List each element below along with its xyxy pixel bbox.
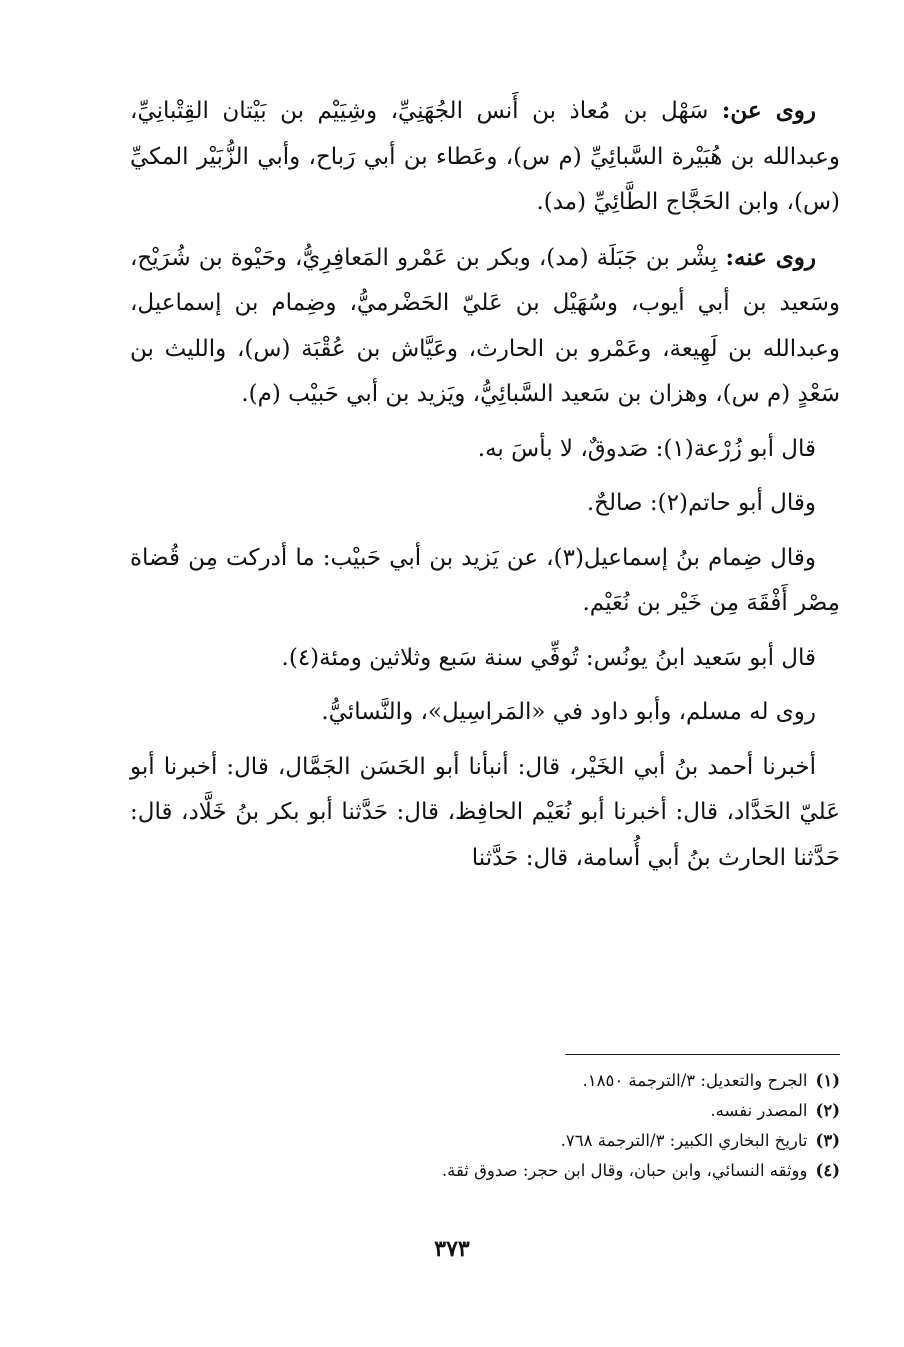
footnote-number: (٤) [815,1161,840,1180]
footnote-text: المصدر نفسه. [710,1101,808,1120]
footnote-1 [300,1066,840,1096]
footnote-2 [300,1096,840,1126]
footnote-number: (١) [815,1071,840,1090]
paragraph-narrated-from [130,88,840,226]
footnote-number: (٢) [815,1101,840,1120]
paragraph-abu-zura: قال أبو زُرْعة(١): صَدوقٌ، لا بأسَ به. [477,435,816,462]
footnote-text: ووثقه النسائي، وابن حبان، وقال ابن حجر: صدوق ثقة. [441,1161,808,1180]
paragraph-isnad: أخبرنا أحمد بنُ أبي الخَيْر، قال: أنبأنا أبو الحَسَن الجَمَّال، قال: أخبرنا أبو عَليّ الحَدَّاد، قال: أخبرنا أبو نُعَيْم الحافِظ، قال: حَدَّثنا أبو بكر بنُ خَلَّاد، قال: حَدَّثنا الحارث بنُ أبي أُسامة، قال: حَدَّثنا [130,753,840,871]
narrated-by-text: بِشْر بن جَبَلَة (مد)، وبكر بن عَمْرو المَعافِرِيُّ، وحَيْوة بن شُرَيْح، وسَعيد بن أبي أيوب، وسُهَيْل بن عَليّ الحَضْرميُّ، وضِمام بن إسماعيل، وعبدالله بن لَهِيعة، وعَمْرو بن الحارث، وعَيَّاش بن عُقْبَة (س)، والليث بن سَعْدٍ (م س)، وهزان بن سَعيد السَّبائِيُّ، ويَزيد بن أبي حَبيْب (م). [130,244,840,407]
narrated-from-heading: روى عن: [721,97,816,124]
narrated-from-text: سَهْل بن مُعاذ بن أَنس الجُهَنِيِّ، وشِيَيْم بن بَيْتان القِتْبانِيِّ، وعبدالله بن هُبَيْرة السَّبائِيِّ (م س)، وعَطاء بن أبي رَباح، وأبي الزُّبَيْر المكيِّ (س)، وابن الحَجَّاج الطَّائِيِّ (مد). [130,98,840,215]
main-text [130,88,840,890]
paragraph-ibn-yunus: قال أبو سَعيد ابنُ يونُس: تُوفِّي سنة سَبع وثلاثين ومئة(٤). [281,644,816,671]
narrated-by-heading: روى عنه: [725,243,816,271]
page-number: ٣٧٣ [434,1236,470,1262]
paragraph-abu-hatim: وقال أبو حاتم(٢): صالحٌ. [586,490,816,516]
paragraph-dimam: وقال ضِمام بنُ إسماعيل(٣)، عن يَزيد بن أبي حَبيْب: ما أدركت مِن قُضاة مِصْر أَفْقَهَ مِن خَيْر بن نُعَيْم. [130,544,840,616]
footnote-text: تاريخ البخاري الكبير: ٣/الترجمة ٧٦٨. [560,1131,808,1150]
footnote-3 [300,1126,840,1156]
footnote-number: (٣) [815,1131,840,1150]
footnote-text: الجرح والتعديل: ٣/الترجمة ١٨٥٠. [582,1071,808,1090]
paragraph-narrated-by-collections: روى له مسلم، وأبو داود في «المَراسِيل»، والنَّسائيُّ. [321,699,816,725]
footnote-divider [565,1054,840,1055]
footnotes [300,1066,840,1186]
footnote-4 [300,1156,840,1186]
paragraph-narrated-by [130,235,840,418]
